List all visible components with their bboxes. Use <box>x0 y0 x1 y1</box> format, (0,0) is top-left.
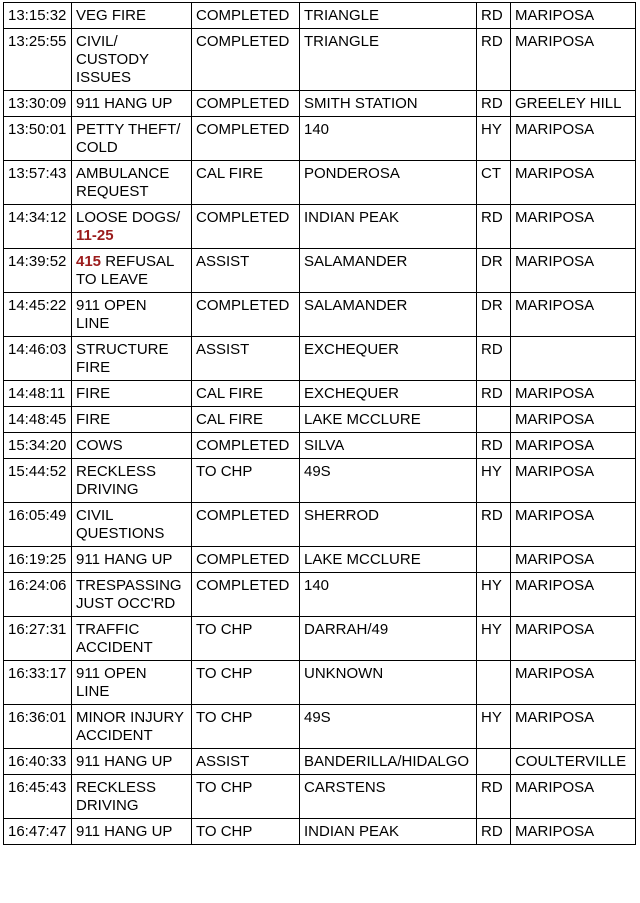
call-city-cell: MARIPOSA <box>511 205 636 249</box>
call-location-cell: LAKE MCCLURE <box>300 547 477 573</box>
call-city-cell: MARIPOSA <box>511 661 636 705</box>
call-status-cell: COMPLETED <box>192 433 300 459</box>
call-city-cell: COULTERVILLE <box>511 749 636 775</box>
table-row <box>4 161 636 205</box>
call-city-cell: MARIPOSA <box>511 617 636 661</box>
street-suffix-cell: RD <box>477 819 511 845</box>
call-city-cell: MARIPOSA <box>511 459 636 503</box>
call-time-cell: 14:48:45 <box>4 407 72 433</box>
table-row <box>4 3 636 29</box>
call-location-cell: TRIANGLE <box>300 3 477 29</box>
table-row <box>4 249 636 293</box>
call-time-cell: 13:30:09 <box>4 91 72 117</box>
call-time-cell: 16:05:49 <box>4 503 72 547</box>
call-city-cell: MARIPOSA <box>511 433 636 459</box>
call-type-cell: 911 HANG UP <box>72 91 192 117</box>
table-row <box>4 775 636 819</box>
call-time-cell: 14:48:11 <box>4 381 72 407</box>
street-suffix-cell: RD <box>477 503 511 547</box>
call-time-cell: 16:33:17 <box>4 661 72 705</box>
call-type-cell: VEG FIRE <box>72 3 192 29</box>
call-location-cell: SMITH STATION <box>300 91 477 117</box>
street-suffix-cell: HY <box>477 573 511 617</box>
call-type-cell: CIVIL/ CUSTODY ISSUES <box>72 29 192 91</box>
call-location-cell: 140 <box>300 117 477 161</box>
call-status-cell: COMPLETED <box>192 503 300 547</box>
call-status-cell: TO CHP <box>192 819 300 845</box>
penal-code-label: 415 <box>76 253 102 270</box>
call-type-cell: AMBULANCE REQUEST <box>72 161 192 205</box>
call-type-cell: MINOR INJURY ACCIDENT <box>72 705 192 749</box>
street-suffix-cell: RD <box>477 337 511 381</box>
call-location-cell: EXCHEQUER <box>300 337 477 381</box>
call-type-cell: 911 OPEN LINE <box>72 661 192 705</box>
call-status-cell: CAL FIRE <box>192 381 300 407</box>
call-time-cell: 16:19:25 <box>4 547 72 573</box>
call-city-cell: MARIPOSA <box>511 775 636 819</box>
call-type-cell: PETTY THEFT/ COLD <box>72 117 192 161</box>
call-time-cell: 13:57:43 <box>4 161 72 205</box>
call-time-cell: 15:44:52 <box>4 459 72 503</box>
call-city-cell <box>511 337 636 381</box>
street-suffix-cell: RD <box>477 775 511 819</box>
call-type-cell: TRAFFIC ACCIDENT <box>72 617 192 661</box>
table-row <box>4 433 636 459</box>
call-status-cell: TO CHP <box>192 459 300 503</box>
call-location-cell: INDIAN PEAK <box>300 819 477 845</box>
call-location-cell: 140 <box>300 573 477 617</box>
street-suffix-cell: HY <box>477 705 511 749</box>
table-row <box>4 29 636 91</box>
call-time-cell: 16:45:43 <box>4 775 72 819</box>
call-status-cell: COMPLETED <box>192 3 300 29</box>
call-status-cell: COMPLETED <box>192 573 300 617</box>
street-suffix-cell: RD <box>477 381 511 407</box>
call-status-cell: COMPLETED <box>192 117 300 161</box>
dispatch-log-table <box>3 2 636 845</box>
call-city-cell: MARIPOSA <box>511 573 636 617</box>
call-status-cell: TO CHP <box>192 775 300 819</box>
call-city-cell: MARIPOSA <box>511 819 636 845</box>
call-location-cell: CARSTENS <box>300 775 477 819</box>
table-row <box>4 819 636 845</box>
street-suffix-cell: DR <box>477 293 511 337</box>
call-status-cell: CAL FIRE <box>192 161 300 205</box>
call-location-cell: DARRAH/49 <box>300 617 477 661</box>
call-status-cell: COMPLETED <box>192 293 300 337</box>
call-time-cell: 16:36:01 <box>4 705 72 749</box>
call-type-cell: TRESPASSING JUST OCC'RD <box>72 573 192 617</box>
call-status-cell: TO CHP <box>192 705 300 749</box>
call-location-cell: TRIANGLE <box>300 29 477 91</box>
table-row <box>4 705 636 749</box>
table-row <box>4 293 636 337</box>
call-type-cell: STRUCTURE FIRE <box>72 337 192 381</box>
call-location-cell: SALAMANDER <box>300 293 477 337</box>
street-suffix-cell: DR <box>477 249 511 293</box>
call-location-cell: 49S <box>300 459 477 503</box>
street-suffix-cell: HY <box>477 617 511 661</box>
call-type-text: REFUSAL TO LEAVE <box>76 253 175 288</box>
call-type-cell <box>72 249 192 293</box>
call-city-cell: MARIPOSA <box>511 293 636 337</box>
table-row <box>4 573 636 617</box>
call-status-cell: COMPLETED <box>192 29 300 91</box>
call-city-cell: MARIPOSA <box>511 117 636 161</box>
call-status-cell: TO CHP <box>192 617 300 661</box>
table-row <box>4 381 636 407</box>
call-type-cell: FIRE <box>72 381 192 407</box>
call-time-cell: 14:39:52 <box>4 249 72 293</box>
call-location-cell: SALAMANDER <box>300 249 477 293</box>
table-row <box>4 91 636 117</box>
call-status-cell: COMPLETED <box>192 547 300 573</box>
call-type-cell: 911 OPEN LINE <box>72 293 192 337</box>
call-city-cell: GREELEY HILL <box>511 91 636 117</box>
table-row <box>4 459 636 503</box>
call-city-cell: MARIPOSA <box>511 705 636 749</box>
street-suffix-cell <box>477 407 511 433</box>
call-type-text: LOOSE DOGS/ <box>76 209 181 226</box>
call-city-cell: MARIPOSA <box>511 407 636 433</box>
call-location-cell: BANDERILLA/HIDALGO <box>300 749 477 775</box>
call-time-cell: 16:27:31 <box>4 617 72 661</box>
street-suffix-cell <box>477 547 511 573</box>
street-suffix-cell: RD <box>477 91 511 117</box>
call-type-cell: RECKLESS DRIVING <box>72 775 192 819</box>
call-city-cell: MARIPOSA <box>511 503 636 547</box>
call-city-cell: MARIPOSA <box>511 547 636 573</box>
call-city-cell: MARIPOSA <box>511 3 636 29</box>
call-type-cell: FIRE <box>72 407 192 433</box>
call-status-cell: COMPLETED <box>192 205 300 249</box>
call-type-cell: 911 HANG UP <box>72 547 192 573</box>
call-time-cell: 14:46:03 <box>4 337 72 381</box>
call-time-cell: 16:40:33 <box>4 749 72 775</box>
street-suffix-cell: RD <box>477 3 511 29</box>
call-location-cell: INDIAN PEAK <box>300 205 477 249</box>
call-time-cell: 13:50:01 <box>4 117 72 161</box>
table-row <box>4 407 636 433</box>
call-type-cell: 911 HANG UP <box>72 749 192 775</box>
street-suffix-cell: RD <box>477 205 511 249</box>
call-city-cell: MARIPOSA <box>511 381 636 407</box>
call-status-cell: CAL FIRE <box>192 407 300 433</box>
call-type-cell: CIVIL QUESTIONS <box>72 503 192 547</box>
call-status-cell: TO CHP <box>192 661 300 705</box>
call-time-cell: 16:24:06 <box>4 573 72 617</box>
street-suffix-cell: CT <box>477 161 511 205</box>
call-status-cell: ASSIST <box>192 337 300 381</box>
call-city-cell: MARIPOSA <box>511 249 636 293</box>
dispatch-log-body <box>4 3 636 845</box>
call-time-cell: 14:34:12 <box>4 205 72 249</box>
call-time-cell: 16:47:47 <box>4 819 72 845</box>
penal-code-label: 11-25 <box>76 227 114 244</box>
call-location-cell: SHERROD <box>300 503 477 547</box>
table-row <box>4 661 636 705</box>
call-time-cell: 15:34:20 <box>4 433 72 459</box>
call-location-cell: SILVA <box>300 433 477 459</box>
call-location-cell: PONDEROSA <box>300 161 477 205</box>
call-status-cell: COMPLETED <box>192 91 300 117</box>
table-row <box>4 117 636 161</box>
call-type-cell: 911 HANG UP <box>72 819 192 845</box>
street-suffix-cell: RD <box>477 433 511 459</box>
call-location-cell: LAKE MCCLURE <box>300 407 477 433</box>
street-suffix-cell <box>477 661 511 705</box>
call-time-cell: 14:45:22 <box>4 293 72 337</box>
table-row <box>4 547 636 573</box>
table-row <box>4 617 636 661</box>
street-suffix-cell <box>477 749 511 775</box>
call-type-cell: RECKLESS DRIVING <box>72 459 192 503</box>
street-suffix-cell: HY <box>477 117 511 161</box>
table-row <box>4 205 636 249</box>
street-suffix-cell: HY <box>477 459 511 503</box>
call-type-cell <box>72 205 192 249</box>
call-city-cell: MARIPOSA <box>511 161 636 205</box>
call-type-cell: COWS <box>72 433 192 459</box>
table-row <box>4 749 636 775</box>
call-location-cell: 49S <box>300 705 477 749</box>
call-location-cell: EXCHEQUER <box>300 381 477 407</box>
table-row <box>4 337 636 381</box>
table-row <box>4 503 636 547</box>
call-status-cell: ASSIST <box>192 249 300 293</box>
street-suffix-cell: RD <box>477 29 511 91</box>
call-location-cell: UNKNOWN <box>300 661 477 705</box>
call-city-cell: MARIPOSA <box>511 29 636 91</box>
call-time-cell: 13:15:32 <box>4 3 72 29</box>
call-time-cell: 13:25:55 <box>4 29 72 91</box>
call-status-cell: ASSIST <box>192 749 300 775</box>
